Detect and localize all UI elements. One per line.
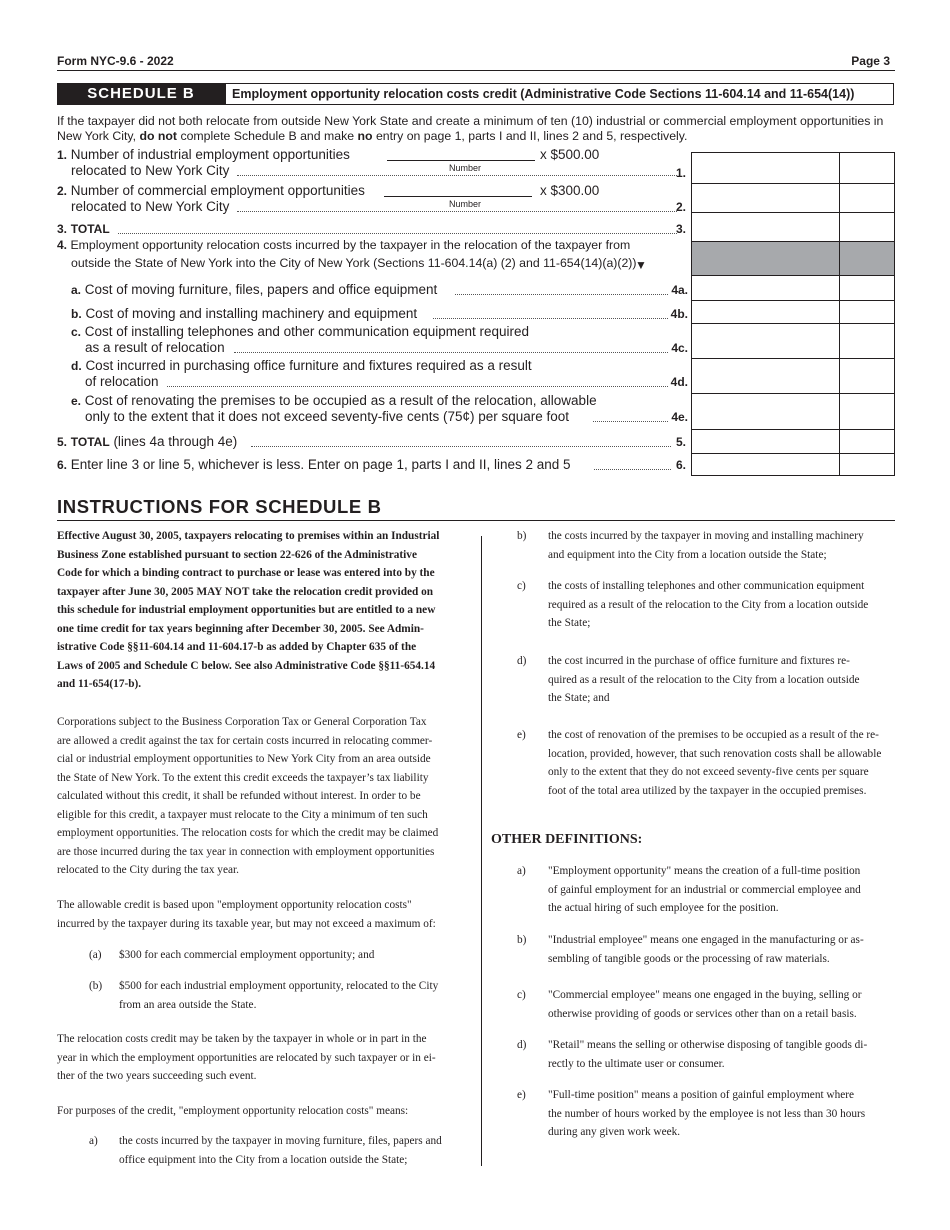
line4d-label-b: of relocation bbox=[85, 374, 159, 389]
arrow-down-icon: ▼ bbox=[635, 258, 647, 272]
text-line: "Commercial employee" means one engaged in the buying, selling or bbox=[548, 989, 862, 1001]
text-line: this schedule for industrial employment opportunities but are entitled to a new bbox=[57, 604, 436, 616]
text-line: required as a result of the relocation to the City from a location outside bbox=[548, 598, 869, 611]
line4e-ref: 4e. bbox=[671, 410, 688, 424]
text-line: rectly to the ultimate user or consumer. bbox=[548, 1057, 725, 1070]
line4d-label-a: d. Cost incurred in purchasing office furniture and fixtures required as a result bbox=[71, 358, 532, 373]
line4-label-b: outside the State of New York into the City of New York (Sections 11-604.14(a) (2) and 11-654(14)(a)(2)) bbox=[71, 256, 637, 270]
text-line: eligible for this credit, a taxpayer must relocate to the City a minimum of ten such bbox=[57, 808, 428, 821]
text-line: Code for which a binding contract to purchase or lease was entered into by the bbox=[57, 567, 435, 579]
line4a-amount[interactable] bbox=[692, 275, 838, 299]
line1-ref: 1. bbox=[675, 166, 686, 180]
text-line: "Industrial employee" means one engaged in the manufacturing or as- bbox=[548, 934, 864, 946]
line6-amount[interactable] bbox=[692, 453, 838, 475]
paragraph-credit-overview bbox=[57, 713, 472, 880]
text-line: "Employment opportunity" means the creation of a full-time position bbox=[548, 865, 861, 877]
column-divider bbox=[481, 536, 482, 1166]
instructions-heading: INSTRUCTIONS FOR SCHEDULE B bbox=[57, 496, 382, 517]
leader-dots bbox=[167, 386, 668, 387]
text-line: the costs incurred by the taxpayer in moving furniture, files, papers and bbox=[119, 1135, 442, 1147]
text-line: are allowed a credit against the tax for certain costs incurred in relocating commer- bbox=[57, 734, 433, 747]
text-line: foot of the total area utilized by the taxpayer in the occupied premises. bbox=[548, 784, 867, 797]
text-line: sembling of tangible goods or the processing of raw materials. bbox=[548, 952, 830, 965]
text-line: The allowable credit is based upon "employment opportunity relocation costs" bbox=[57, 899, 412, 911]
line3-amount[interactable] bbox=[692, 212, 838, 240]
text-line: office equipment into the City from a location outside the State; bbox=[119, 1153, 408, 1166]
text-line: year in which the employment opportunities are relocated by such taxpayer or in ei- bbox=[57, 1051, 436, 1064]
text-line: $500 for each industrial employment opportunity, relocated to the City bbox=[119, 980, 439, 992]
line5-ref: 5. bbox=[675, 435, 686, 449]
text-line: the State; and bbox=[548, 692, 610, 704]
leader-dots bbox=[234, 352, 668, 353]
line4e-label-a: e. Cost of renovating the premises to be occupied as a result of the relocation, allowable bbox=[71, 393, 597, 408]
text-line: the cost incurred in the purchase of office furniture and fixtures re- bbox=[548, 655, 850, 667]
text-line: otherwise providing of goods or services other than on a retail basis. bbox=[548, 1007, 857, 1020]
text-line: during any given work week. bbox=[548, 1126, 681, 1138]
schedule-title: Employment opportunity relocation costs credit (Administrative Code Sections 11-604.14 and 11-654(14)) bbox=[225, 83, 894, 105]
line5-label: 5. TOTAL (lines 4a through 4e) bbox=[57, 434, 238, 449]
leader-dots bbox=[251, 446, 671, 447]
line1-amount[interactable] bbox=[692, 153, 838, 182]
text-line: Laws of 2005 and Schedule C below. See also Administrative Code §§11-654.14 bbox=[57, 659, 436, 672]
line3-ref: 3. bbox=[675, 222, 686, 236]
line1-label-b: relocated to New York City bbox=[71, 163, 230, 178]
text-line: the costs of installing telephones and other communication equipment bbox=[548, 580, 865, 592]
text-line: ther of the two years succeeding such event. bbox=[57, 1070, 257, 1082]
line1-rate: x $500.00 bbox=[540, 147, 600, 162]
text-line: quired as a result of the relocation to the City from a location outside bbox=[548, 673, 860, 686]
line2-label-a: 2. Number of commercial employment opportunities bbox=[57, 183, 365, 198]
line4c-label-b: as a result of relocation bbox=[85, 340, 225, 355]
text-line: and 11-654(17-b). bbox=[57, 678, 142, 690]
text-line: employment opportunities. The relocation costs for which the credit may be claimed bbox=[57, 827, 439, 839]
bold-notice bbox=[57, 527, 467, 694]
text-line: "Full-time position" means a position of gainful employment where bbox=[548, 1089, 855, 1101]
line2-ref: 2. bbox=[675, 200, 686, 214]
line2-number-caption: Number bbox=[449, 199, 482, 209]
paragraph-definition-intro bbox=[57, 1102, 472, 1121]
text-line: incurred by the taxpayer during its taxable year, but may not exceed a maximum of: bbox=[57, 917, 436, 930]
line4d-ref: 4d. bbox=[670, 375, 688, 389]
paragraph-when-taken bbox=[57, 1030, 472, 1086]
line2-label-b: relocated to New York City bbox=[71, 199, 230, 214]
text-line: Business Zone established pursuant to section 22-626 of the Administrative bbox=[57, 548, 417, 561]
text-line: taxpayer after June 30, 2005 MAY NOT take the relocation credit provided on bbox=[57, 585, 434, 598]
text-line: the actual hiring of such employee for the position. bbox=[548, 902, 779, 914]
line4c-amount[interactable] bbox=[692, 323, 838, 357]
leader-dots bbox=[455, 294, 668, 295]
text-line: only to the extent that they do not exceed seventy-five cents per square bbox=[548, 766, 869, 778]
line4b-amount[interactable] bbox=[692, 300, 838, 322]
line6-label: 6. Enter line 3 or line 5, whichever is less. Enter on page 1, parts I and II, lines 2 and 5 bbox=[57, 457, 571, 472]
line4-label-a: 4. Employment opportunity relocation costs incurred by the taxpayer in the relocation of the taxpayer from bbox=[57, 238, 631, 252]
line4b-ref: 4b. bbox=[670, 307, 688, 321]
text-line: cial or industrial employment opportunities to New York City from an area outside bbox=[57, 753, 431, 765]
line6-ref: 6. bbox=[675, 458, 686, 472]
line4-shaded-cell bbox=[692, 241, 894, 275]
line4e-label-b: only to the extent that it does not exceed seventy-five cents (75¢) per square foot bbox=[85, 409, 570, 424]
line1-number-field[interactable] bbox=[387, 160, 535, 161]
line4c-label-a: c. Cost of installing telephones and other communication equipment required bbox=[71, 324, 530, 339]
line4b-label: b. Cost of moving and installing machinery and equipment bbox=[71, 306, 418, 321]
leader-dots bbox=[118, 233, 677, 234]
schedule-badge: SCHEDULE B bbox=[57, 83, 225, 105]
text-line: $300 for each commercial employment opportunity; and bbox=[119, 949, 375, 961]
text-line: "Retail" means the selling or otherwise disposing of tangible goods di- bbox=[548, 1039, 868, 1051]
text-line: the State; bbox=[548, 617, 591, 629]
text-line: one time credit for tax years beginning after December 30, 2005. See Admin- bbox=[57, 622, 424, 635]
line4a-label: a. Cost of moving furniture, files, papers and office equipment bbox=[71, 282, 438, 297]
text-line: from an area outside the State. bbox=[119, 998, 257, 1011]
line5-amount[interactable] bbox=[692, 429, 838, 452]
line2-number-field[interactable] bbox=[384, 196, 532, 197]
paragraph-allowable-credit bbox=[57, 896, 472, 933]
line4c-ref: 4c. bbox=[671, 341, 688, 355]
text-line: the cost of renovation of the premises to be occupied as a result of the re- bbox=[548, 729, 879, 741]
leader-dots bbox=[433, 318, 668, 319]
text-line: location, provided, however, that such renovation costs shall be allowable bbox=[548, 747, 882, 760]
line4d-amount[interactable] bbox=[692, 358, 838, 392]
page-number: Page 3 bbox=[851, 54, 890, 68]
text-line: istrative Code §§11-604.14 and 11-604.17-b as added by Chapter 635 of the bbox=[57, 641, 417, 653]
text-line: of gainful employment for an industrial or commercial employee and bbox=[548, 883, 861, 896]
text-line: the State of New York. To the extent this credit exceeds the taxpayer’s tax liability bbox=[57, 771, 429, 784]
instructions-rule bbox=[57, 520, 895, 521]
header-rule bbox=[57, 70, 895, 71]
text-line: are those incurred during the tax year in connection with employment opportunities bbox=[57, 845, 435, 858]
schedule-intro: If the taxpayer did not both relocate from outside New York State and create a minimum of ten (10) industrial or commercial employment opportunities in New York City, do not complete Schedule B and make no entry on page 1, parts I and II, lines 2 and 5, respectively. bbox=[57, 114, 884, 143]
text-line: calculated without this credit, it shall be refunded without interest. In order to be bbox=[57, 790, 421, 802]
line2-rate: x $300.00 bbox=[540, 183, 600, 198]
other-definitions-heading: OTHER DEFINITIONS: bbox=[491, 832, 643, 847]
text-line: For purposes of the credit, "employment opportunity relocation costs" means: bbox=[57, 1105, 409, 1117]
text-line: Corporations subject to the Business Corporation Tax or General Corporation Tax bbox=[57, 716, 427, 728]
text-line: relocated to the City during the tax year. bbox=[57, 864, 239, 876]
text-line: The relocation costs credit may be taken by the taxpayer in whole or in part in the bbox=[57, 1033, 427, 1045]
line4e-amount[interactable] bbox=[692, 393, 838, 428]
text-line: the number of hours worked by the employee is not less than 30 hours bbox=[548, 1107, 866, 1120]
text-line: Effective August 30, 2005, taxpayers relocating to premises within an Industrial bbox=[57, 530, 440, 542]
leader-dots bbox=[237, 211, 677, 212]
leader-dots bbox=[237, 175, 677, 176]
form-id: Form NYC-9.6 - 2022 bbox=[57, 54, 174, 68]
line4a-ref: 4a. bbox=[671, 283, 688, 297]
line1-label-a: 1. Number of industrial employment opportunities bbox=[57, 147, 350, 162]
text-line: the costs incurred by the taxpayer in moving and installing machinery bbox=[548, 530, 864, 542]
line2-amount[interactable] bbox=[692, 183, 838, 211]
line3-label: 3. TOTAL bbox=[57, 222, 110, 236]
line1-number-caption: Number bbox=[449, 163, 482, 173]
text-line: and equipment into the City from a location outside the State; bbox=[548, 548, 827, 561]
